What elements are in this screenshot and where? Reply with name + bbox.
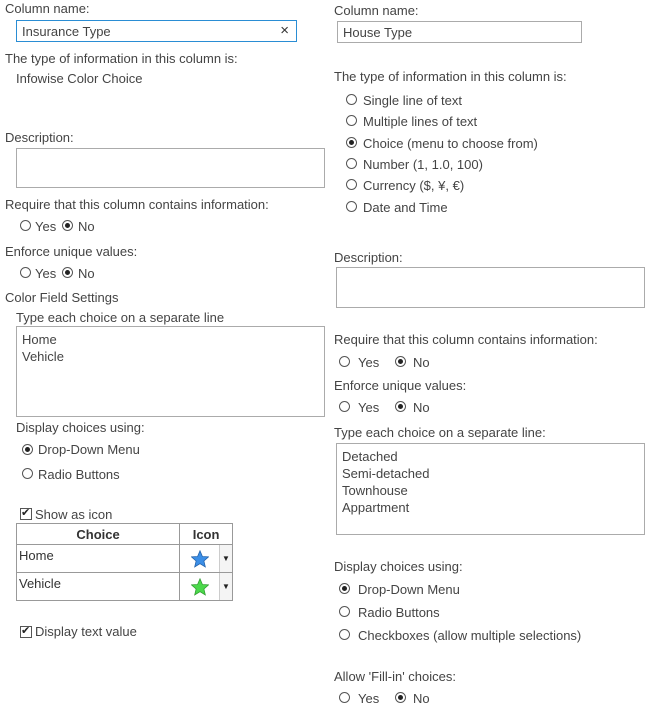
display-option-label: Radio Buttons	[358, 605, 440, 620]
description-label: Description:	[5, 130, 74, 145]
choices-textarea[interactable]	[336, 443, 645, 535]
display-text-value-checkbox[interactable]	[20, 626, 32, 638]
type-label: Multiple lines of text	[363, 114, 478, 129]
unique-yes-label: Yes	[35, 266, 57, 281]
column-name-label: Column name:	[334, 3, 419, 18]
type-label: Currency ($, ¥, €)	[363, 178, 465, 193]
description-field[interactable]	[336, 267, 645, 308]
type-label: Date and Time	[363, 200, 448, 215]
unique-no-radio[interactable]	[62, 267, 73, 278]
choice-line: Semi-detached	[342, 466, 430, 481]
type-label: Number (1, 1.0, 100)	[363, 157, 483, 172]
table-row	[17, 545, 233, 573]
icon-table	[16, 523, 233, 601]
require-label: Require that this column contains information:	[5, 197, 269, 212]
icon-column-header: Icon	[180, 524, 233, 545]
column-name-label: Column name:	[5, 1, 90, 16]
type-radio-currency[interactable]	[346, 179, 357, 190]
display-checkboxes-radio[interactable]	[339, 629, 350, 640]
star-icon	[191, 578, 209, 596]
fill-in-yes-label: Yes	[358, 691, 380, 706]
choices-label: Type each choice on a separate line:	[334, 425, 546, 440]
unique-yes-label: Yes	[358, 400, 380, 415]
display-dropdown-radio[interactable]	[339, 583, 350, 594]
table-row	[17, 573, 233, 601]
require-no-label: No	[78, 219, 95, 234]
choices-label: Type each choice on a separate line	[16, 310, 225, 325]
display-choices-label: Display choices using:	[334, 559, 463, 574]
require-no-label: No	[413, 355, 430, 370]
require-yes-label: Yes	[35, 219, 57, 234]
type-radio-choice[interactable]	[346, 137, 357, 148]
table-cell-choice: Vehicle	[17, 573, 180, 601]
choice-line: Vehicle	[22, 349, 64, 364]
type-label: Choice (menu to choose from)	[363, 136, 538, 151]
type-info-label: The type of information in this column is:	[334, 69, 567, 84]
choice-line: Home	[22, 332, 57, 347]
show-as-icon-label: Show as icon	[35, 507, 113, 522]
chevron-down-icon: ▼	[222, 581, 230, 591]
display-radio-buttons-radio[interactable]	[339, 606, 350, 617]
column-name-value: Insurance Type	[22, 24, 111, 39]
unique-yes-radio[interactable]	[20, 267, 31, 278]
require-no-radio[interactable]	[62, 220, 73, 231]
fill-in-no-label: No	[413, 691, 430, 706]
unique-yes-radio[interactable]	[339, 401, 350, 412]
icon-dropdown-button[interactable]	[219, 573, 232, 600]
type-radio-date-time[interactable]	[346, 201, 357, 212]
require-no-radio[interactable]	[395, 356, 406, 367]
choice-line: Townhouse	[342, 483, 408, 498]
clear-icon[interactable]: ×	[280, 22, 289, 39]
unique-no-label: No	[78, 266, 95, 281]
type-info-label: The type of information in this column is:	[5, 51, 238, 66]
require-yes-label: Yes	[358, 355, 380, 370]
column-name-input[interactable]	[337, 21, 582, 43]
require-yes-radio[interactable]	[339, 356, 350, 367]
color-field-settings-heading: Color Field Settings	[5, 290, 119, 305]
require-label: Require that this column contains information:	[334, 332, 598, 347]
fill-in-yes-radio[interactable]	[339, 692, 350, 703]
column-name-input[interactable]	[16, 20, 297, 42]
fill-in-label: Allow 'Fill-in' choices:	[334, 669, 456, 684]
icon-picker[interactable]	[180, 573, 233, 601]
unique-no-label: No	[413, 400, 430, 415]
choice-line: Detached	[342, 449, 398, 464]
display-text-value-label: Display text value	[35, 624, 137, 639]
display-radio-buttons-label: Radio Buttons	[38, 467, 120, 482]
unique-label: Enforce unique values:	[5, 244, 138, 259]
column-name-value: House Type	[343, 25, 413, 40]
star-icon	[191, 550, 209, 568]
unique-label: Enforce unique values:	[334, 378, 467, 393]
type-radio-single-line[interactable]	[346, 94, 357, 105]
description-field[interactable]	[16, 148, 325, 188]
table-cell-choice: Home	[17, 545, 180, 573]
type-radio-number[interactable]	[346, 158, 357, 169]
display-radio-buttons-radio[interactable]	[22, 468, 33, 479]
type-value: Infowise Color Choice	[16, 71, 143, 86]
description-label: Description:	[334, 250, 403, 265]
chevron-down-icon: ▼	[222, 553, 230, 563]
choice-column-header: Choice	[17, 524, 180, 545]
type-radio-multiple-lines[interactable]	[346, 115, 357, 126]
display-option-label: Drop-Down Menu	[358, 582, 460, 597]
unique-no-radio[interactable]	[395, 401, 406, 412]
fill-in-no-radio[interactable]	[395, 692, 406, 703]
display-option-label: Checkboxes (allow multiple selections)	[358, 628, 582, 643]
choice-line: Appartment	[342, 500, 410, 515]
require-yes-radio[interactable]	[20, 220, 31, 231]
icon-dropdown-button[interactable]	[219, 545, 232, 572]
show-as-icon-checkbox[interactable]	[20, 508, 32, 520]
display-dropdown-label: Drop-Down Menu	[38, 442, 140, 457]
choices-textarea[interactable]	[16, 326, 325, 417]
display-dropdown-radio[interactable]	[22, 444, 33, 455]
icon-picker[interactable]	[180, 545, 233, 573]
display-choices-label: Display choices using:	[16, 420, 145, 435]
type-label: Single line of text	[363, 93, 463, 108]
